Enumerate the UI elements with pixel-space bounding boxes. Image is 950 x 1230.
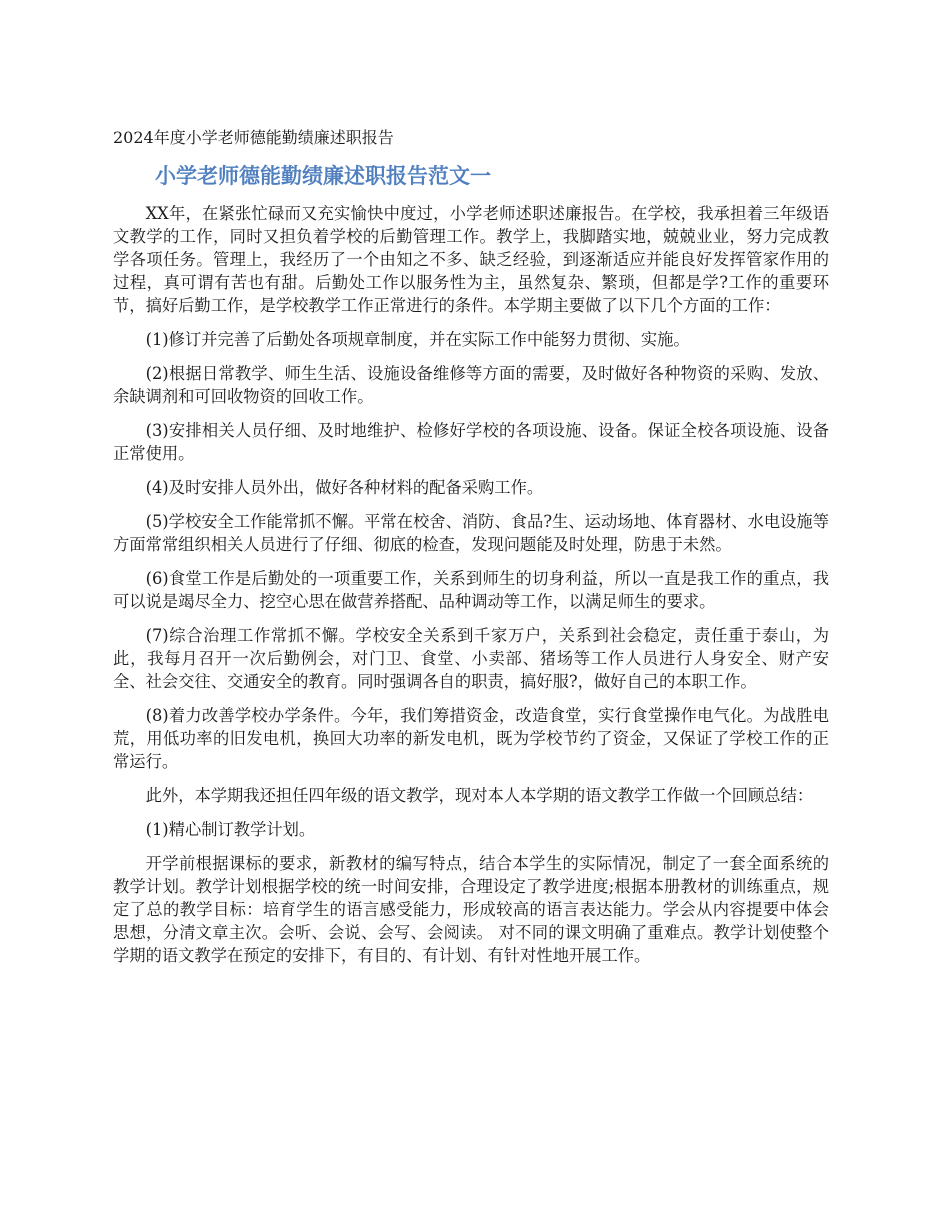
paragraph-item-1: (1)修订并完善了后勤处各项规章制度，并在实际工作中能努力贯彻、实施。 <box>145 330 690 349</box>
paragraph-item-3: (3)安排相关人员仔细、及时地维护、检修好学校的各项设施、设备。保证全校各项设施、设备正常使用。 <box>113 421 829 463</box>
paragraph-item-5: (5)学校安全工作能常抓不懈。平常在校舍、消防、食品?生、运动场地、体育器材、水电设施等方面常常组织相关人员进行了仔细、彻底的检查，发现问题能及时处理，防患于未然。 <box>113 512 829 554</box>
paragraph-teaching-plan: 开学前根据课标的要求，新教材的编写特点，结合本学生的实际情况，制定了一套全面系统的教学计划。教学计划根据学校的统一时间安排，合理设定了教学进度;根据本册教材的训练重点，规定了总的教学目标：培育学生的语言感受能力，形成较高的语言表达能力。学会从内容提要中体会思想，分清文章主次。会听、会说、会写、会阅读。 对不同的课文明确了重难点。教学计划使整个学期的语文教学在预定的安排下，有目的、有计划、有针对性地开展工作。 <box>113 854 829 965</box>
paragraph-teaching-intro: 此外，本学期我还担任四年级的语文教学，现对本人本学期的语文教学工作做一个回顾总结： <box>145 786 814 805</box>
section-heading: 小学老师德能勤绩廉述职报告范文一 <box>155 164 491 188</box>
paragraph-item-2: (2)根据日常教学、师生生活、设施设备维修等方面的需要，及时做好各种物资的采购、发放、余缺调剂和可回收物资的回收工作。 <box>113 364 829 406</box>
paragraph-item-4: (4)及时安排人员外出，做好各种材料的配备采购工作。 <box>145 478 544 497</box>
document-title: 2024年度小学老师德能勤绩廉述职报告 <box>113 128 394 147</box>
paragraph-item-7: (7)综合治理工作常抓不懈。学校安全关系到千家万户，关系到社会稳定，责任重于泰山，为此，我每月召开一次后勤例会，对门卫、食堂、小卖部、猪场等工作人员进行人身安全、财产安全、社会交往、交通安全的教育。同时强调各自的职责，搞好服?，做好自己的本职工作。 <box>113 626 829 691</box>
paragraph-item-8: (8)着力改善学校办学条件。今年，我们筹措资金，改造食堂，实行食堂操作电气化。为战胜电荒，用低功率的旧发电机，换回大功率的新发电机，既为学校节约了资金，又保证了学校工作的正常运行。 <box>113 706 829 771</box>
paragraph-teaching-item-1: (1)精心制订教学计划。 <box>145 820 316 839</box>
paragraph-intro: XX年，在紧张忙碌而又充实愉快中度过，小学老师述职述廉报告。在学校，我承担着三年级语文教学的工作，同时又担负着学校的后勤管理工作。教学上，我脚踏实地，兢兢业业，努力完成教学各项任务。管理上，我经历了一个由知之不多、缺乏经验，到逐渐适应并能良好发挥管家作用的过程，真可谓有苦也有甜。后勤处工作以服务性为主，虽然复杂、繁琐，但都是学?工作的重要环节，搞好后勤工作，是学校教学工作正常进行的条件。本学期主要做了以下几个方面的工作： <box>113 204 829 315</box>
document-body <box>113 202 829 978</box>
paragraph-item-6: (6)食堂工作是后勤处的一项重要工作，关系到师生的切身利益，所以一直是我工作的重点，我可以说是竭尽全力、挖空心思在做营养搭配、品种调动等工作，以满足师生的要求。 <box>113 569 829 611</box>
